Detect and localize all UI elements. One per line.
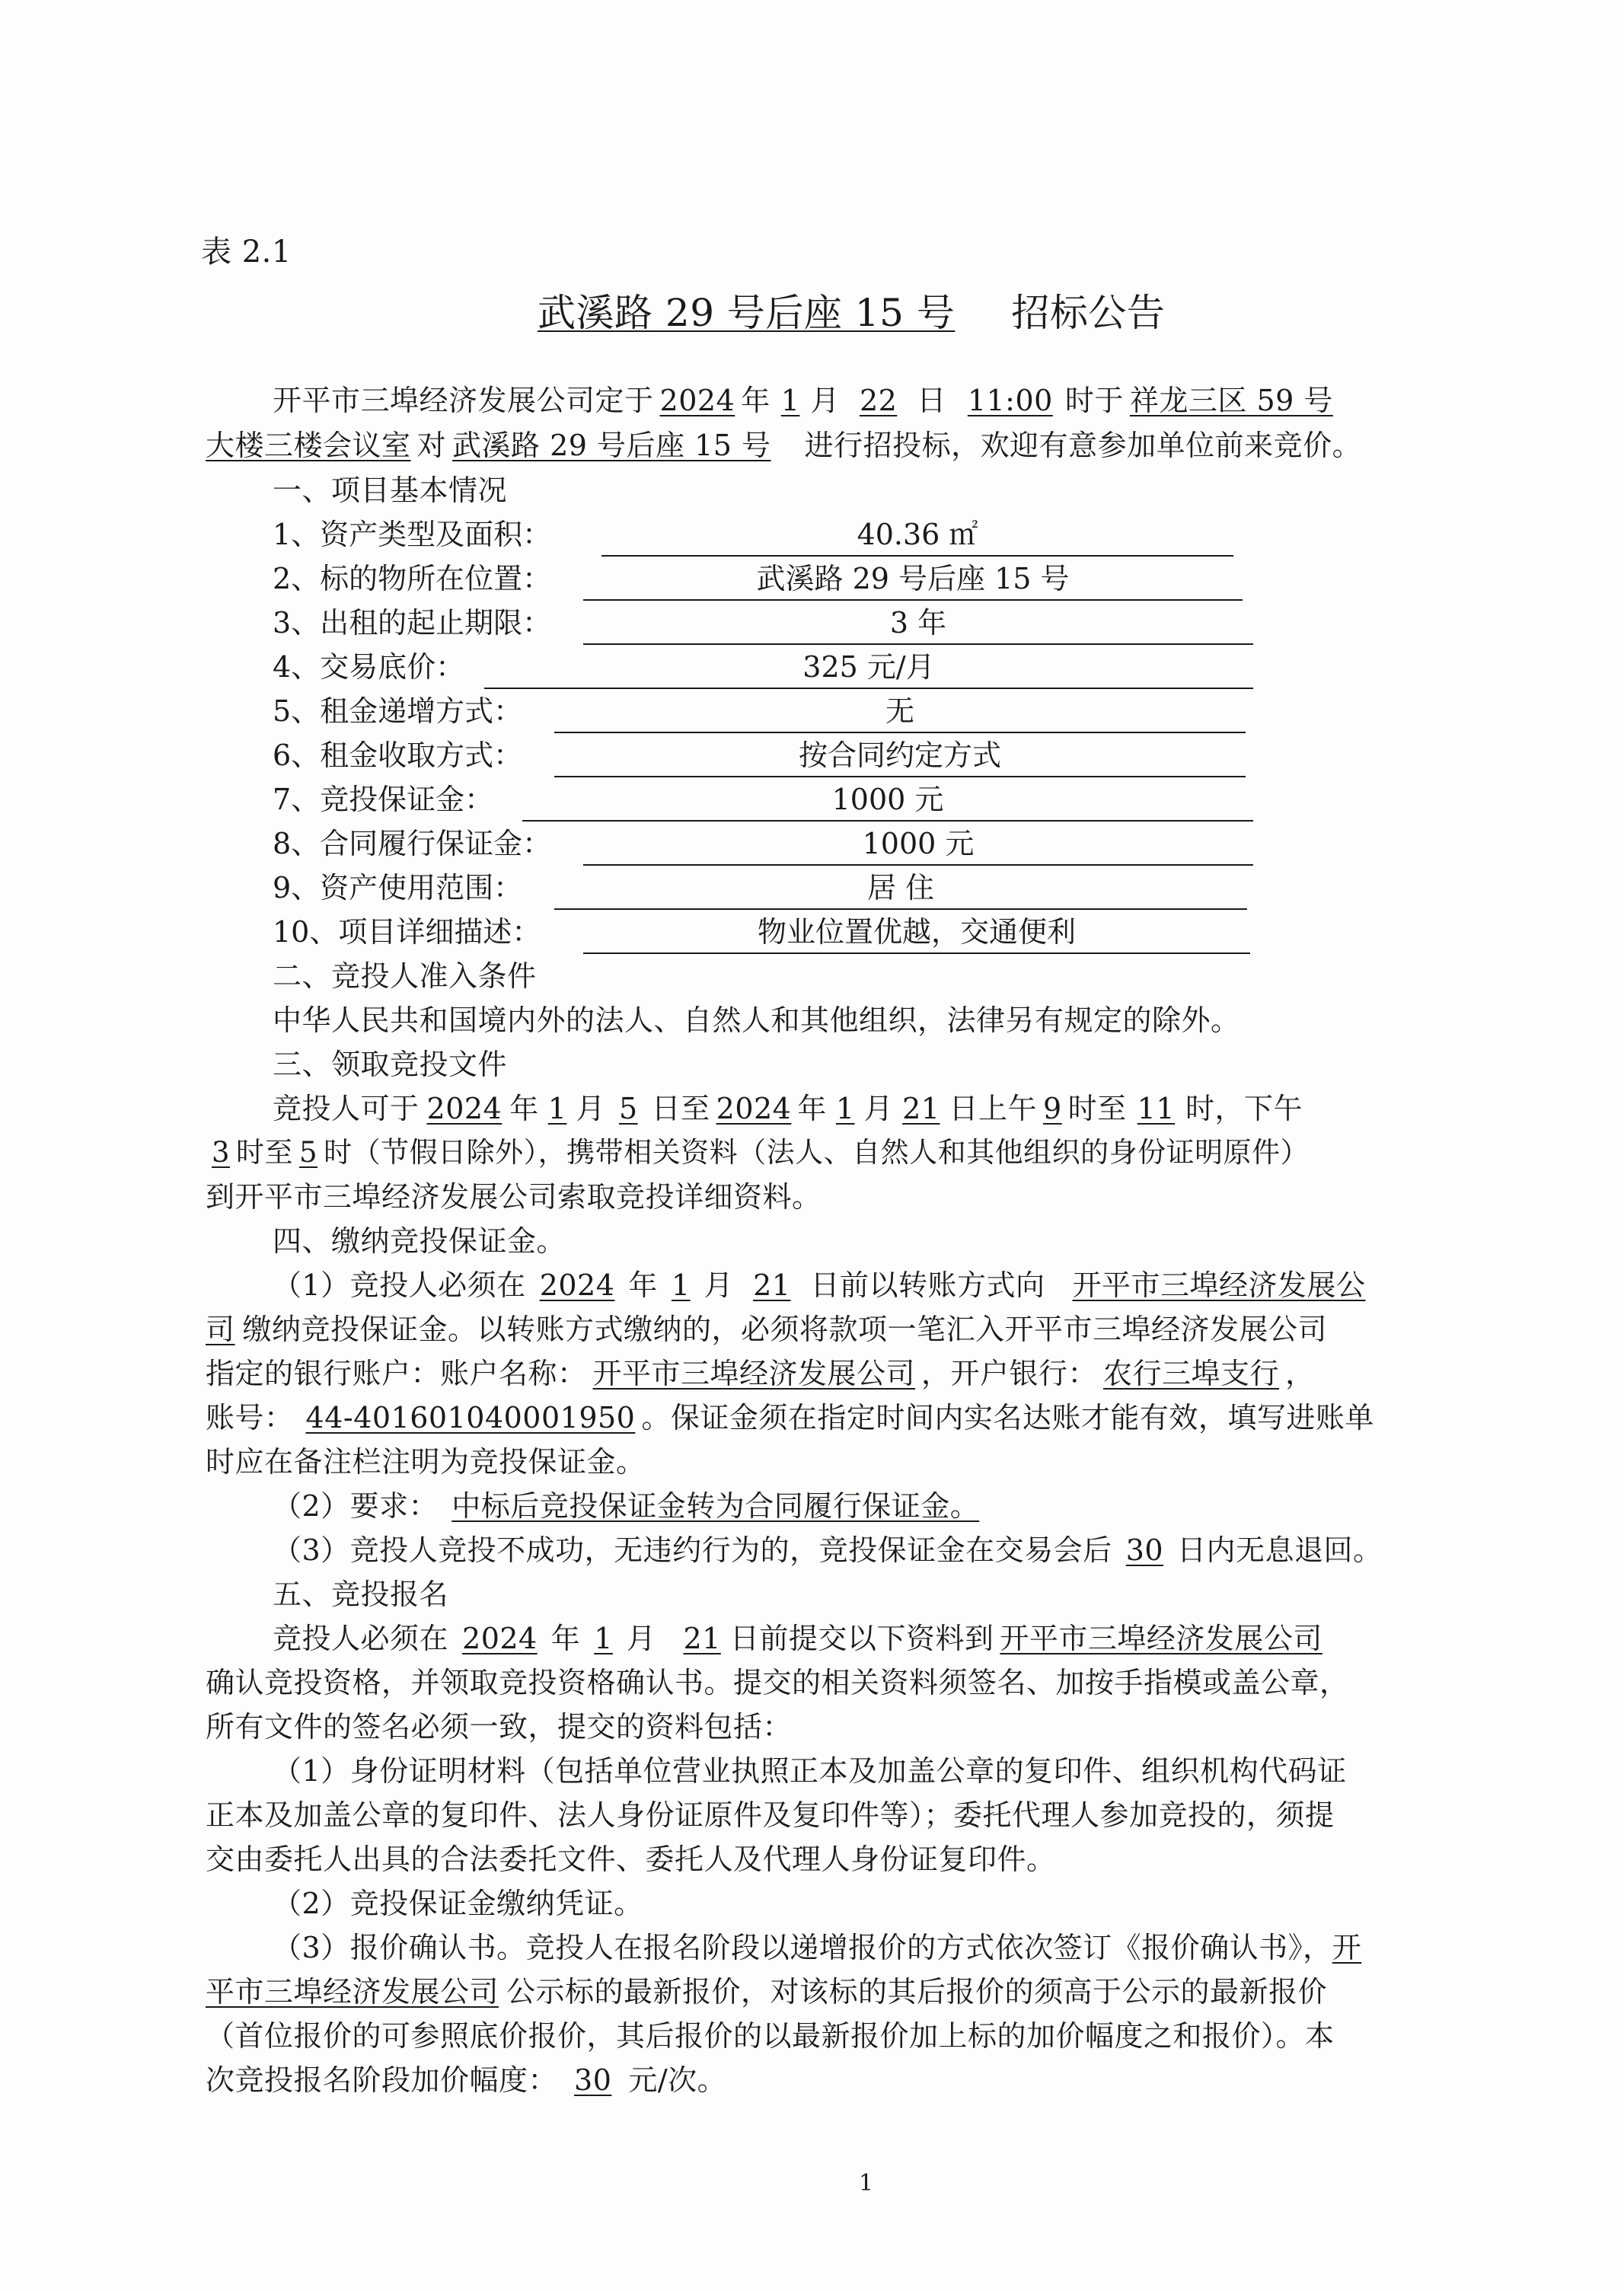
section-4-p1-line-2: 司 缴纳竞投保证金。以转账方式缴纳的，必须将款项一笔汇入开平市三埠经济发展公司 (206, 1313, 1328, 1346)
section-5-line-2: 确认竞投资格，并领取竞投资格确认书。提交的相关资料须签名、加按手指模或盖公章， (206, 1666, 1349, 1699)
page-title (484, 286, 1165, 340)
title-subject: 武溪路 29 号后座 15 号 (538, 291, 956, 335)
field-value-area: 40.36 ㎡ (601, 512, 1233, 557)
section-5-heading: 五、竞投报名 (273, 1578, 449, 1611)
section-5-item-1-line-1: （1）身份证明材料（包括单位营业执照正本及加盖公章的复印件、组织机构代码证 (273, 1754, 1347, 1788)
section-4-p1-line-3: 指定的银行账户：账户名称： 开平市三埠经济发展公司 ，开户银行： 农行三埠支行 ， (206, 1357, 1315, 1390)
section-3-line-2: 3 时至 5 时（节假日除外），携带相关资料（法人、自然人和其他组织的身份证明原件） (212, 1136, 1310, 1169)
intro-line-2: 大楼三楼会议室 对 武溪路 29 号后座 15 号 进行招投标，欢迎有意参加单位前来竞价。 (206, 429, 1362, 462)
field-value-performance-deposit: 1000 元 (583, 822, 1253, 866)
field-label-rent-increase: 5、租金递增方式： (273, 694, 523, 728)
section-3-line-1: 竞投人可于 2024 年 1 月 5 日至 2024 年 1 月 21 日上午 9 时至 11 时，下午 (273, 1092, 1303, 1125)
page-number: 1 (859, 2170, 874, 2197)
section-3-heading: 三、领取竞投文件 (273, 1048, 508, 1081)
section-5-line-1: 竞投人必须在 2024 年 1 月 21 日前提交以下资料到 开平市三埠经济发展公司 (273, 1622, 1322, 1655)
field-label-usage: 9、资产使用范围： (273, 871, 523, 905)
section-5-item-3-line-3: （首位报价的可参照底价报价，其后报价的以最新报价加上标的加价幅度之和报价）。本 (206, 2019, 1335, 2053)
bank-name: 农行三埠支行 (1103, 1357, 1280, 1390)
intro-line-1: 开平市三埠经济发展公司定于 2024 年 1 月 22 日 11:00 时于 祥龙三区 59 号 (273, 378, 1339, 423)
bid-year: 2024 (659, 384, 735, 417)
section-2-heading: 二、竞投人准入条件 (273, 959, 537, 993)
section-5-item-3-line-2: 平市三埠经济发展公司 公示标的最新报价，对该标的其后报价的须高于公示的最新报价 (206, 1975, 1328, 2009)
field-label-description: 10、项目详细描述： (273, 915, 541, 949)
section-1-heading: 一、项目基本情况 (273, 474, 508, 507)
section-5-item-1-line-2: 正本及加盖公章的复印件、法人身份证原件及复印件等）；委托代理人参加竞投的，须提 (206, 1798, 1335, 1832)
section-5-item-3-line-1: （3）报价确认书。竞投人在报名阶段以递增报价的方式依次签订《报价确认书》，开 (273, 1931, 1362, 1964)
bid-day: 22 (859, 384, 898, 417)
section-4-p1-line-1: （1）竞投人必须在 2024 年 1 月 21 日前以转账方式向 开平市三埠经济发展公 (273, 1268, 1366, 1302)
field-value-rent-increase: 无 (554, 689, 1246, 733)
table-tag: 表 2.1 (201, 235, 292, 270)
account-name: 开平市三埠经济发展公司 (592, 1357, 916, 1390)
subject-property: 武溪路 29 号后座 15 号 (452, 429, 771, 462)
section-4-p2: （2）要求： 中标后竞投保证金转为合同履行保证金。 (273, 1489, 980, 1523)
venue-part-2: 大楼三楼会议室 (206, 429, 411, 462)
account-number: 44-401601040001950 (305, 1401, 636, 1434)
bid-time: 11:00 (967, 384, 1053, 417)
field-value-description: 物业位置优越，交通便利 (583, 910, 1250, 954)
section-3-line-3: 到开平市三埠经济发展公司索取竞投详细资料。 (206, 1180, 822, 1214)
section-2-text: 中华人民共和国境内外的法人、自然人和其他组织，法律另有规定的除外。 (273, 1004, 1240, 1037)
field-value-rent-collection: 按合同约定方式 (554, 733, 1246, 777)
field-label-term: 3、出租的起止期限： (273, 606, 552, 640)
field-label-base-price: 4、交易底价： (273, 650, 465, 684)
section-5-item-2: （2）竞投保证金缴纳凭证。 (273, 1887, 643, 1920)
section-4-p1-line-4: 账号： 44-401601040001950 。保证金须在指定时间内实名达账才能有效，填写进账单 (206, 1401, 1374, 1434)
venue-part-1: 祥龙三区 59 号 (1129, 384, 1333, 417)
field-label-rent-collection: 6、租金收取方式： (273, 739, 523, 772)
field-value-usage: 居 住 (554, 866, 1247, 910)
bid-month: 1 (780, 384, 800, 417)
field-value-bid-deposit: 1000 元 (522, 777, 1253, 822)
section-4-p3: （3）竞投人竞投不成功，无违约行为的，竞投保证金在交易会后 30 日内无息退回。 (273, 1533, 1383, 1567)
field-value-base-price: 325 元/月 (484, 645, 1253, 689)
title-suffix: 招标公告 (1011, 291, 1166, 335)
section-5-item-1-line-3: 交由委托人出具的合法委托文件、委托人及代理人身份证复印件。 (206, 1843, 1056, 1876)
field-label-location: 2、标的物所在位置： (273, 562, 552, 595)
field-value-location: 武溪路 29 号后座 15 号 (583, 557, 1243, 601)
section-5-item-3-line-4: 次竞投报名阶段加价幅度： 30 元/次。 (206, 2063, 727, 2097)
field-label-performance-deposit: 8、合同履行保证金： (273, 827, 552, 860)
field-value-term: 3 年 (583, 601, 1253, 645)
section-5-line-3: 所有文件的签名必须一致，提交的资料包括： (206, 1710, 793, 1744)
field-label-area: 1、资产类型及面积： (273, 518, 552, 551)
section-4-heading: 四、缴纳竞投保证金。 (273, 1224, 566, 1258)
field-label-bid-deposit: 7、竞投保证金： (273, 783, 494, 816)
section-4-p1-line-5: 时应在备注栏注明为竞投保证金。 (206, 1445, 646, 1479)
